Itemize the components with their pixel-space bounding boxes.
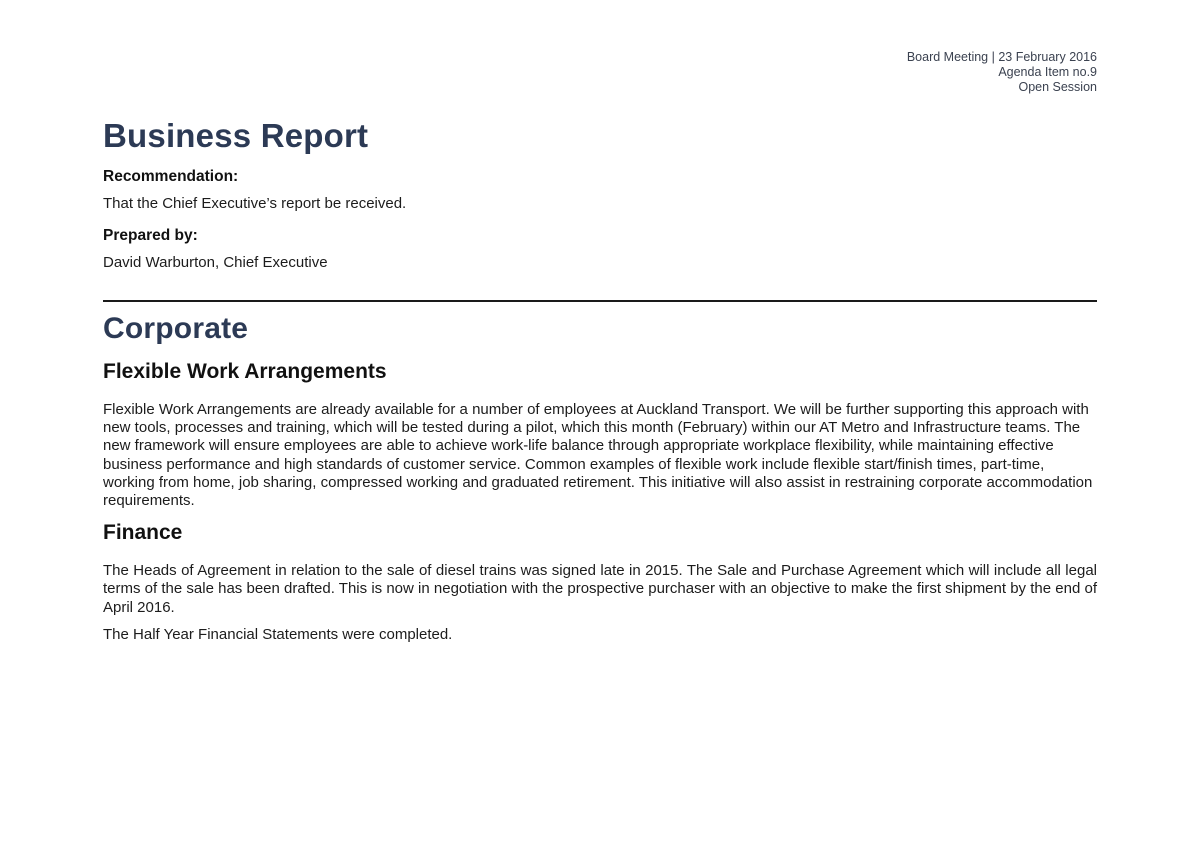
finance-paragraph-2: The Half Year Financial Statements were completed. [103,625,453,643]
recommendation-label: Recommendation: [103,168,239,185]
header-meeting-date: Board Meeting | 23 February 2016 [906,50,1097,64]
recommendation-text: That the Chief Executive’s report be received. [103,195,407,212]
page-title: Business Report [103,117,369,154]
section-divider [103,300,1097,302]
prepared-by-text: David Warburton, Chief Executive [103,254,328,271]
document-content [0,50,1200,644]
header-session-type: Open Session [1018,80,1097,94]
finance-paragraph-1: The Heads of Agreement in relation to the sale of diesel trains was signed late in 2015. The Sale and Purchase Agreement which will include all legal terms of the sale has been drafted. This is now in negotiation with the prospective purchaser with an objective to make the first shipment by the end of April 2016. [103,562,1097,616]
subsection-heading-finance: Finance [103,521,183,545]
document-header-block [103,50,1097,95]
prepared-by-label: Prepared by: [103,227,198,244]
subsection-heading-flexible-work: Flexible Work Arrangements [103,360,387,383]
flexible-work-paragraph: Flexible Work Arrangements are already available for a number of employees at Auckland Transport. We will be further supporting this approach with new tools, processes and training, which will be tested during a pilot, which this month (February) within our AT Metro and Infrastructure teams. The new framework will ensure employees are able to achieve work-life balance through appropriate workplace flexibility, while maintaining effective business performance and high standards of customer service. Common examples of flexible work include flexible start/finish times, part-time, working from home, job sharing, compressed working and graduated retirement. This initiative will also assist in restraining corporate accommodation requirements. [103,401,1093,510]
header-agenda-item: Agenda Item no.9 [998,65,1097,79]
section-heading-corporate: Corporate [103,312,249,345]
